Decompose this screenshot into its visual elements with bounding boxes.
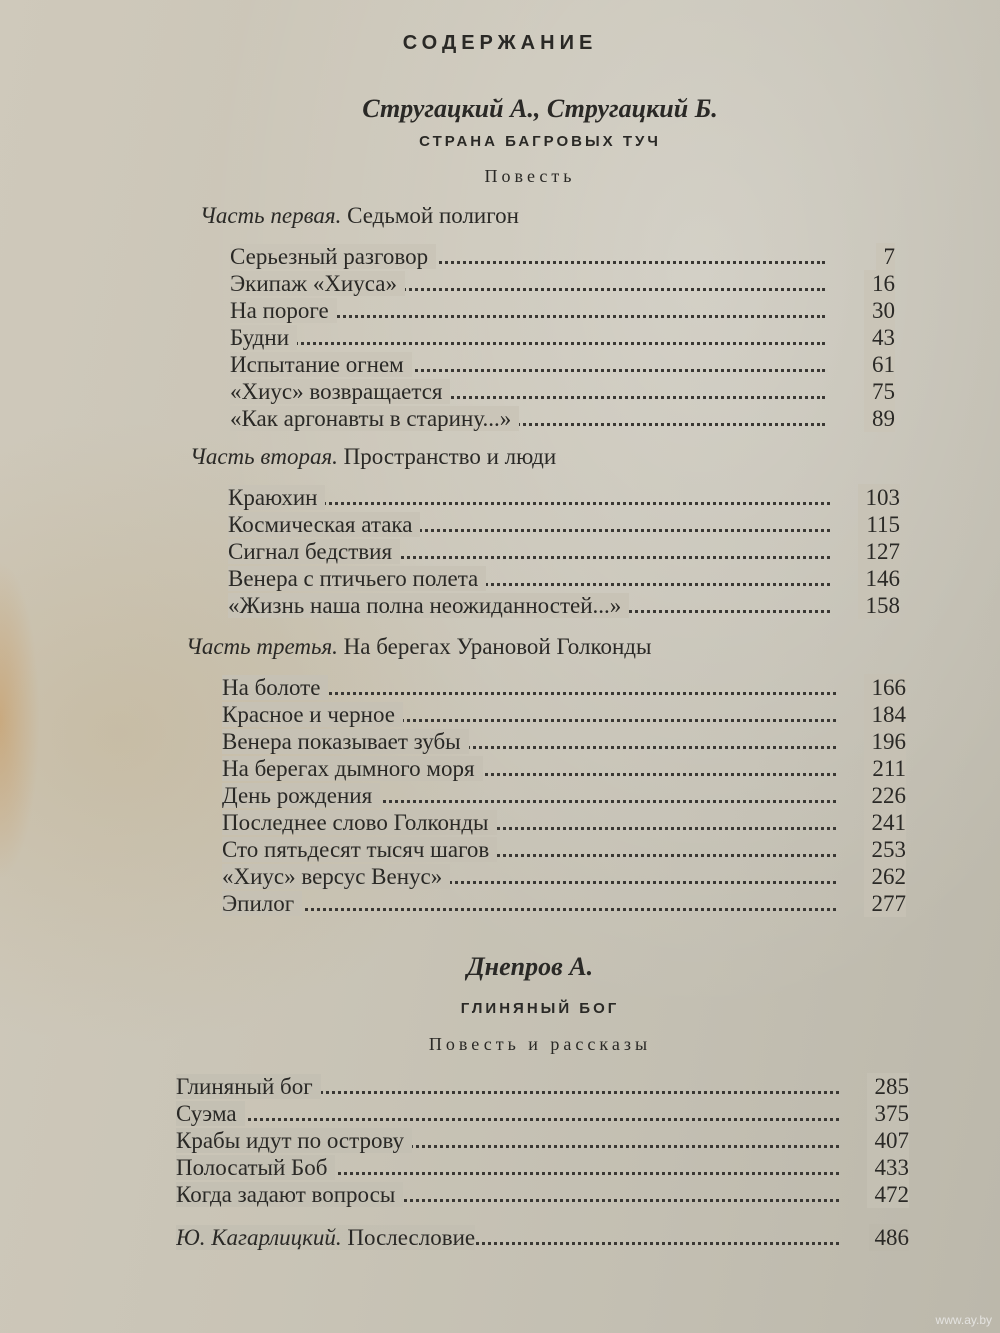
toc-row <box>222 836 906 863</box>
toc-row <box>222 809 906 836</box>
toc-entry-page: 75 <box>864 378 895 405</box>
afterword-author: Ю. Кагарлицкий. <box>176 1225 342 1250</box>
toc-row <box>222 863 906 890</box>
toc-entry-page: 226 <box>864 782 907 809</box>
work1-genre: Повесть <box>484 166 576 186</box>
toc-entry-title: «Жизнь наша полна неожиданностей...» <box>228 593 629 618</box>
leader-dots <box>230 342 825 345</box>
work2-author: Днепров А. <box>466 952 594 981</box>
work2-item-list <box>176 1073 909 1208</box>
toc-entry-page: 61 <box>864 351 895 378</box>
toc-entry-title: На пороге <box>230 298 337 323</box>
toc-entry-title: Суэма <box>176 1101 245 1126</box>
toc-entry-page: 196 <box>864 728 907 755</box>
toc-row <box>228 538 900 565</box>
part1-name: Седьмой полигон <box>347 203 519 228</box>
toc-entry-title: Последнее слово Голконды <box>222 810 497 835</box>
toc-entry-page: 127 <box>858 538 901 565</box>
toc-entry-title: Красное и черное <box>222 702 403 727</box>
toc-entry-title: Эпилог <box>222 891 302 916</box>
toc-row <box>222 674 906 701</box>
toc-row <box>222 701 906 728</box>
afterword-entry <box>176 1225 475 1250</box>
toc-row <box>222 728 906 755</box>
toc-entry-title: Венера с птичьего полета <box>228 566 486 591</box>
toc-row <box>230 297 895 324</box>
afterword-row <box>176 1224 909 1251</box>
leader-dots <box>176 1118 839 1121</box>
toc-row <box>230 351 895 378</box>
toc-row <box>176 1127 909 1154</box>
part3-heading <box>186 634 651 660</box>
toc-entry-title: Сто пятьдесят тысяч шагов <box>222 837 497 862</box>
toc-row <box>230 378 895 405</box>
toc-entry-page: 30 <box>864 297 895 324</box>
toc-entry-title: «Как аргонавты в старину...» <box>230 406 519 431</box>
toc-entry-page: 241 <box>864 809 907 836</box>
contents-title: СОДЕРЖАНИЕ <box>402 32 598 54</box>
part1-heading <box>200 203 519 229</box>
toc-entry-page: 166 <box>864 674 907 701</box>
toc-entry-page: 211 <box>864 755 906 782</box>
toc-entry-page: 89 <box>864 405 895 432</box>
toc-row <box>176 1181 909 1208</box>
toc-row <box>228 511 900 538</box>
toc-row <box>230 324 895 351</box>
toc-entry-title: Глиняный бог <box>176 1074 321 1099</box>
toc-row <box>230 243 895 270</box>
toc-row <box>222 782 906 809</box>
toc-entry-page: 7 <box>876 243 896 270</box>
leader-dots <box>222 908 836 911</box>
toc-entry-title: Венера показывает зубы <box>222 729 469 754</box>
toc-entry-page: 146 <box>858 565 901 592</box>
toc-entry-title: День рождения <box>222 783 380 808</box>
toc-entry-title: Серьезный разговор <box>230 244 436 269</box>
page-stain <box>0 560 40 880</box>
toc-row <box>228 565 900 592</box>
toc-entry-page: 253 <box>864 836 907 863</box>
toc-entry-page: 158 <box>858 592 901 619</box>
part2-name: Пространство и люди <box>343 444 557 469</box>
toc-entry-title: На берегах дымного моря <box>222 756 483 781</box>
toc-entry-title: Испытание огнем <box>230 352 412 377</box>
toc-entry-title: Крабы идут по острову <box>176 1128 412 1153</box>
part3-name: На берегах Урановой Голконды <box>343 634 652 659</box>
toc-entry-page: 103 <box>858 484 901 511</box>
toc-row <box>176 1100 909 1127</box>
toc-entry-title: «Хиус» версус Венус» <box>222 864 450 889</box>
toc-entry-page: 472 <box>867 1181 910 1208</box>
part1-label: Часть первая. <box>200 203 342 228</box>
part1-chapter-list <box>230 243 895 432</box>
toc-row <box>176 1073 909 1100</box>
toc-entry-title: «Хиус» возвращается <box>230 379 450 404</box>
work2-genre: Повесть и рассказы <box>428 1034 652 1054</box>
part2-chapter-list <box>228 484 900 619</box>
part2-heading <box>190 444 556 470</box>
toc-entry-title: Краюхин <box>228 485 325 510</box>
work1-authors: Стругацкий А., Стругацкий Б. <box>362 94 718 123</box>
toc-entry-title: Космическая атака <box>228 512 420 537</box>
part3-chapter-list <box>222 674 906 917</box>
toc-entry-title: Полосатый Боб <box>176 1155 335 1180</box>
toc-entry-page: 433 <box>867 1154 910 1181</box>
afterword-list <box>176 1224 909 1251</box>
part2-label: Часть вторая. <box>190 444 338 469</box>
work2-title: ГЛИНЯНЫЙ БОГ <box>460 1000 620 1017</box>
toc-entry-page: 16 <box>864 270 895 297</box>
toc-entry-page: 277 <box>864 890 907 917</box>
toc-row <box>228 484 900 511</box>
toc-entry-page: 407 <box>867 1127 910 1154</box>
watermark: www.ay.by <box>935 1313 992 1327</box>
afterword-title: Послесловие <box>347 1225 476 1250</box>
toc-row <box>222 890 906 917</box>
toc-entry-page: 262 <box>864 863 907 890</box>
toc-entry-title: Экипаж «Хиуса» <box>230 271 405 296</box>
toc-row <box>228 592 900 619</box>
toc-entry-page: 115 <box>858 511 900 538</box>
toc-entry-page: 184 <box>864 701 907 728</box>
toc-entry-title: На болоте <box>222 675 328 700</box>
toc-entry-page: 375 <box>867 1100 910 1127</box>
toc-entry-title: Сигнал бедствия <box>228 539 400 564</box>
work1-title: СТРАНА БАГРОВЫХ ТУЧ <box>419 133 661 150</box>
toc-entry-title: Когда задают вопросы <box>176 1182 403 1207</box>
toc-row <box>222 755 906 782</box>
toc-row <box>230 405 895 432</box>
toc-row <box>176 1154 909 1181</box>
toc-row <box>230 270 895 297</box>
part3-label: Часть третья. <box>186 634 338 659</box>
toc-entry-page: 43 <box>864 324 895 351</box>
afterword-page: 486 <box>869 1224 910 1251</box>
toc-entry-page: 285 <box>867 1073 910 1100</box>
toc-entry-title: Будни <box>230 325 297 350</box>
